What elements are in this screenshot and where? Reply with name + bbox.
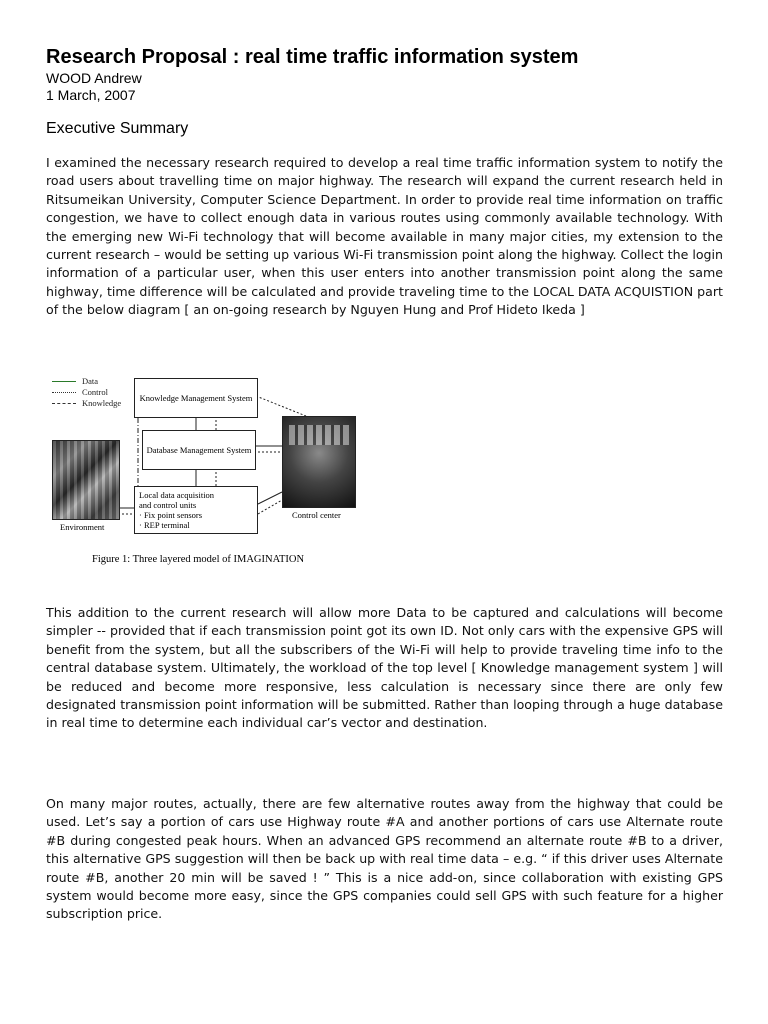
section-heading: Executive Summary: [46, 120, 189, 137]
document-title: Research Proposal : real time traffic information system: [46, 46, 579, 68]
database-management-box: Database Management System: [142, 430, 256, 470]
legend-item-control: [52, 387, 121, 398]
legend-label: Knowledge: [82, 398, 122, 408]
legend-item-data: [52, 376, 121, 387]
legend-label: Control: [82, 387, 108, 397]
local-box-line: Local data acquisition: [139, 490, 215, 500]
paragraph-3: On many major routes, actually, there are few alternative routes away from the highway that could be used. Let’s say a portion of cars use Highway route #A and another portions of cars use Alternate route #B during congested peak hours. When an advanced GPS recommend an alternate route #B to a driver, this alternative GPS suggestion will then be back up with real time data – e.g. “ if this driver uses Alternate route #B, another 20 min will be saved ! ” This is a nice add-on, since collaboration with existing GPS system would become more easy, since the GPS companies could sell GPS with such feature for a higher subscription price.: [46, 796, 723, 922]
legend-label: Data: [82, 376, 99, 386]
paragraph-1: I examined the necessary research required to develop a real time traffic information system to notify the road users about travelling time on major highway. The research will expand the current research held in Ritsumeikan University, Computer Science Department. In order to provide real time information on traffic congestion, we have to collect enough data in various routes using commonly available technology. With the emerging new Wi-Fi technology that will become available in many major cities, my extension to the current research – would be setting up various Wi-Fi transmission point along the highway. Collect the login information of a particular user, when this user enters into another transmission point along the same highway, time difference will be calculated and provide traveling time to the LOCAL DATA ACQUISTION part of the below diagram [ an on-going research by Nguyen Hung and Prof Hideto Ikeda ]: [46, 155, 723, 318]
diagram-legend: [52, 376, 121, 409]
knowledge-management-box: Knowledge Management System: [134, 378, 258, 418]
local-box-line: · Fix point sensors: [139, 510, 203, 520]
architecture-diagram: [46, 368, 366, 574]
local-box-line: · REP terminal: [139, 520, 190, 530]
environment-photo: [52, 440, 120, 520]
control-center-photo: [282, 416, 356, 508]
solid-line-swatch: [52, 381, 76, 382]
environment-label: Environment: [60, 522, 105, 532]
local-data-acquisition-box: [134, 486, 258, 534]
document-date: 1 March, 2007: [46, 87, 136, 103]
control-center-label: Control center: [292, 510, 341, 520]
dashdot-line-swatch: [52, 403, 76, 404]
legend-item-knowledge: [52, 398, 121, 409]
author-name: WOOD Andrew: [46, 70, 142, 86]
dotted-line-swatch: [52, 392, 76, 393]
paragraph-2: This addition to the current research will allow more Data to be captured and calculations will become simpler -- provided that if each transmission point got its own ID. Not only cars with the expensive GPS will benefit from the system, but all the subscribers of the Wi-Fi will help to provide traveling time info to the central database system. Ultimately, the workload of the top level [ Knowledge management system ] will be reduced and become more responsive, less calculation is necessary since there are only few designated transmission point information will be submitted. Rather than looping through a huge database in real time to determine each individual car’s vector and destination.: [46, 605, 723, 731]
figure-caption: Figure 1: Three layered model of IMAGINATION: [92, 554, 305, 565]
local-box-line: and control units: [139, 500, 197, 510]
